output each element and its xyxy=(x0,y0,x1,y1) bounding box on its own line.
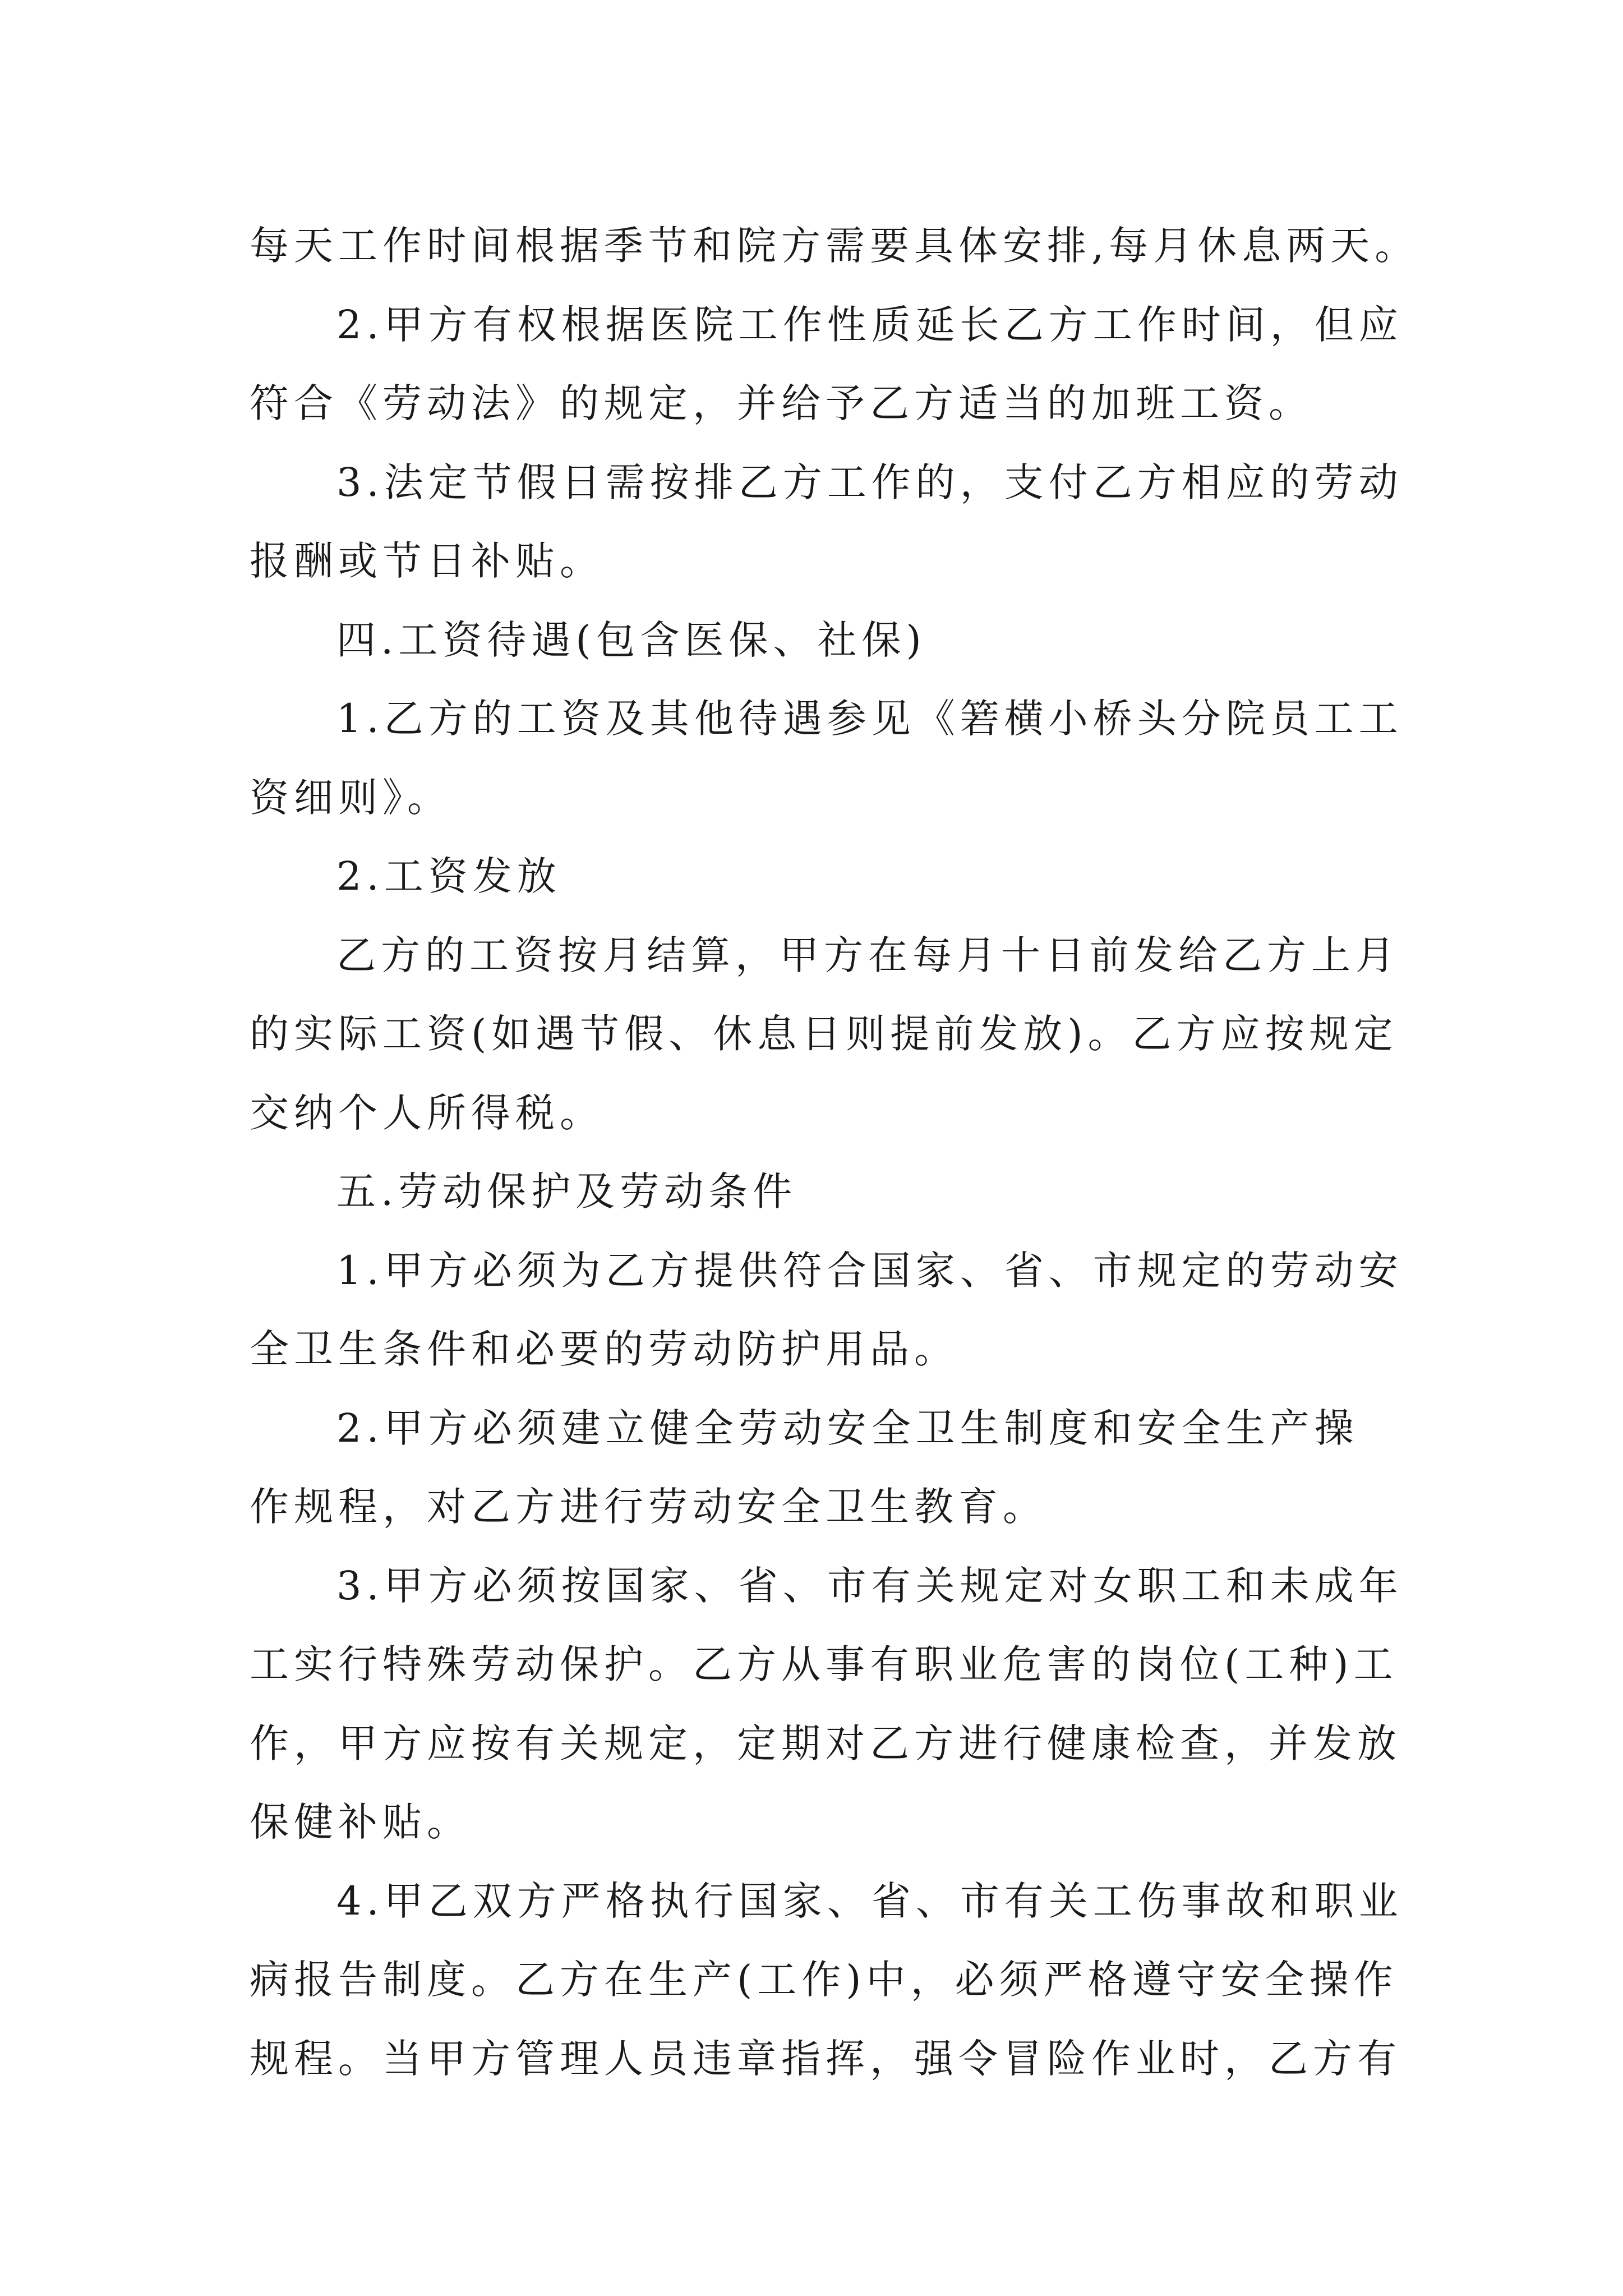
text-line: 1.甲方必须为乙方提供符合国家、省、市规定的劳动安 xyxy=(336,1247,1403,1294)
text-line: 资细则》。 xyxy=(250,774,451,821)
text-line: 4.甲乙双方严格执行国家、省、市有关工伤事故和职业 xyxy=(336,1878,1403,1924)
text-line: 病报告制度。乙方在生产(工作)中，必须严格遵守安全操作 xyxy=(250,1957,1398,2003)
text-line: 规程。当甲方管理人员违章指挥，强令冒险作业时，乙方有 xyxy=(250,2035,1401,2082)
text-line: 保健补贴。 xyxy=(250,1799,471,1845)
text-line: 作，甲方应按有关规定，定期对乙方进行健康检查，并发放 xyxy=(250,1720,1401,1766)
text-line: 交纳个人所得税。 xyxy=(250,1089,604,1136)
text-line: 乙方的工资按月结算，甲方在每月十日前发给乙方上月 xyxy=(336,932,1400,978)
text-line: 2.甲方有权根据医院工作性质延长乙方工作时间，但应 xyxy=(336,301,1403,348)
text-line: 1.乙方的工资及其他待遇参见《箬横小桥头分院员工工 xyxy=(336,696,1403,742)
text-line: 作规程，对乙方进行劳动安全卫生教育。 xyxy=(250,1484,1047,1530)
text-line: 工实行特殊劳动保护。乙方从事有职业危害的岗位(工种)工 xyxy=(250,1641,1398,1687)
text-line: 全卫生条件和必要的劳动防护用品。 xyxy=(250,1326,958,1372)
text-line: 2.工资发放 xyxy=(336,853,561,899)
text-line: 符合《劳动法》的规定，并给予乙方适当的加班工资。 xyxy=(250,380,1313,426)
section-heading: 五.劳动保护及劳动条件 xyxy=(336,1168,797,1214)
document-body xyxy=(250,206,1438,2098)
text-line: 报酬或节日补贴。 xyxy=(250,538,604,584)
text-line: 的实际工资(如遇节假、休息日则提前发放)。乙方应按规定 xyxy=(250,1011,1398,1057)
text-line: 3.甲方必须按国家、省、市有关规定对女职工和未成年 xyxy=(336,1562,1403,1609)
text-line: 2.甲方必须建立健全劳动安全卫生制度和安全生产操 xyxy=(336,1405,1359,1451)
text-line: 每天工作时间根据季节和院方需要具体安排,每月休息两天。 xyxy=(250,223,1419,269)
section-heading: 四.工资待遇(包含医保、社保) xyxy=(336,616,926,663)
text-line: 3.法定节假日需按排乙方工作的，支付乙方相应的劳动 xyxy=(336,459,1403,505)
